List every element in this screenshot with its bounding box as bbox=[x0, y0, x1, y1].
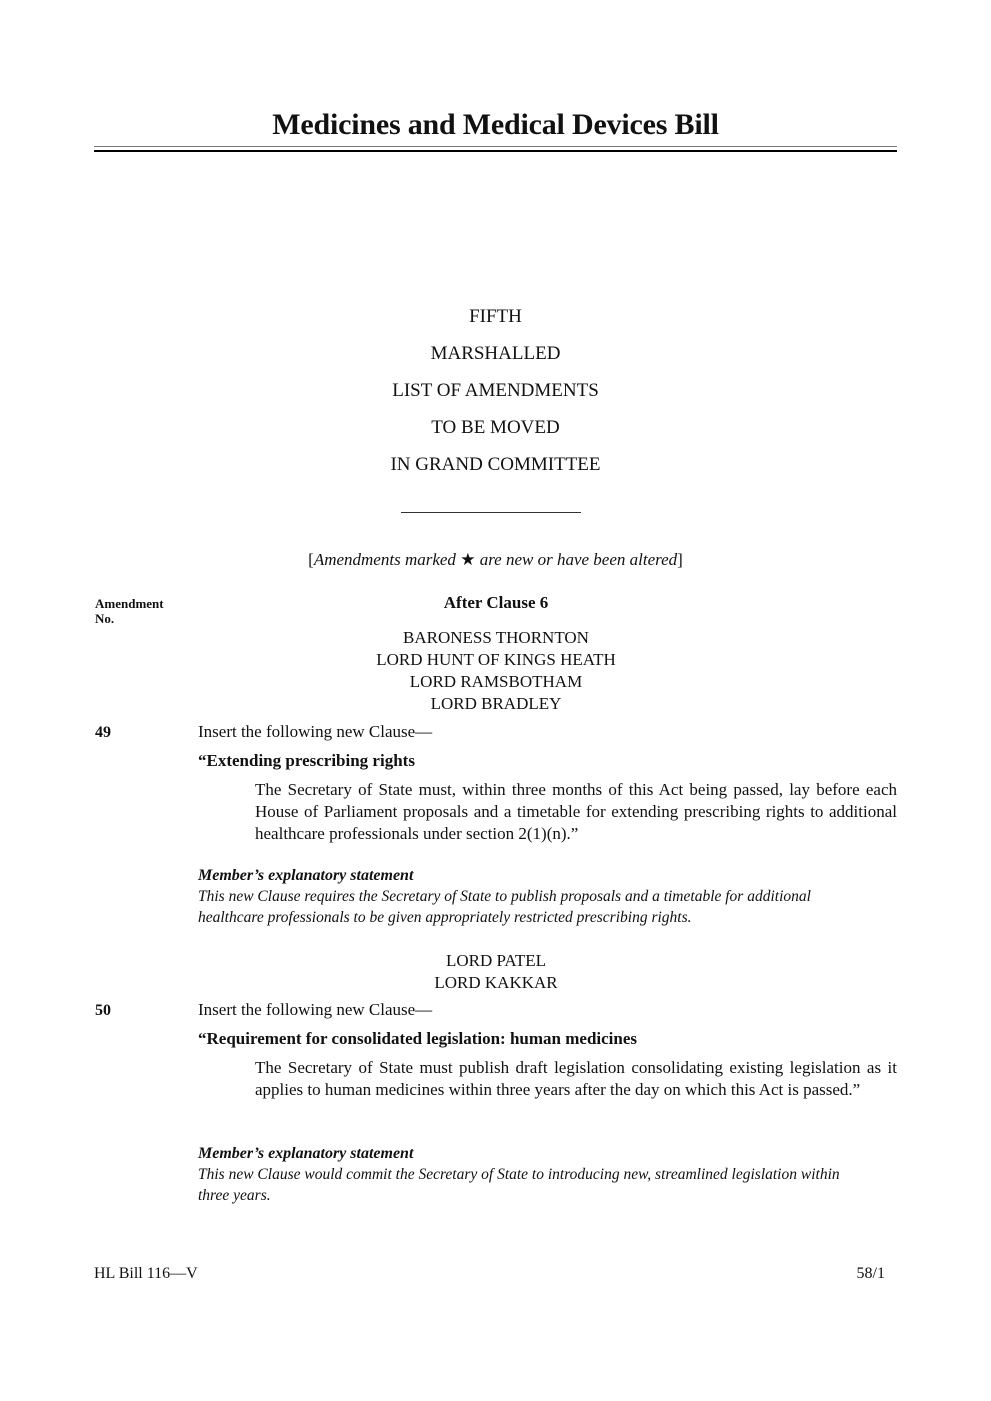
note-close-bracket: ] bbox=[677, 550, 683, 569]
amendment-number: 50 bbox=[95, 1002, 111, 1019]
note-open-bracket: [ bbox=[308, 550, 314, 569]
cover-block bbox=[94, 305, 897, 490]
cover-line-marshalled: MARSHALLED bbox=[430, 343, 561, 364]
title-rule-thin bbox=[94, 146, 897, 147]
clause-body: The Secretary of State must, within three months of this Act being passed, lay before each House of Parliament proposals and a timetable for extending prescribing rights to additional healthcare professionals under section 2(1)(n).” bbox=[255, 780, 897, 843]
clause-body: The Secretary of State must publish draft legislation consolidating existing legislation as it applies to human medicines within three years after the day on which this Act is passed.” bbox=[255, 1058, 897, 1099]
amendment-instruction: Insert the following new Clause— bbox=[198, 1000, 433, 1019]
clause-title: “Extending prescribing rights bbox=[198, 751, 415, 770]
bill-reference: HL Bill 116—V bbox=[94, 1265, 198, 1282]
amendments-note bbox=[94, 549, 897, 571]
note-text-after: are new or have been altered bbox=[475, 550, 678, 569]
note-text-before: Amendments marked bbox=[313, 550, 461, 569]
cover-line-list: LIST OF AMENDMENTS bbox=[392, 380, 599, 401]
amendment-50-sponsors bbox=[198, 950, 794, 994]
amendment-49-sponsors bbox=[198, 627, 794, 715]
sponsor-name: LORD PATEL bbox=[446, 951, 546, 970]
title-rule-thick bbox=[94, 150, 897, 152]
column-label-line2: No. bbox=[95, 611, 115, 626]
sponsor-name: LORD BRADLEY bbox=[430, 694, 562, 713]
section-heading: After Clause 6 bbox=[443, 593, 549, 612]
explanatory-statement-body: This new Clause would commit the Secretary of State to introducing new, streamlined legislation within three years. bbox=[198, 1166, 840, 1204]
amendment-number-column-label bbox=[95, 596, 164, 626]
sponsor-name: LORD RAMSBOTHAM bbox=[409, 672, 583, 691]
column-label-line1: Amendment bbox=[95, 596, 164, 611]
cover-line-committee: IN GRAND COMMITTEE bbox=[390, 454, 601, 475]
explanatory-statement-body: This new Clause requires the Secretary of State to publish proposals and a timetable for additional healthcare professionals to be given appropriately restricted prescribing rights. bbox=[198, 888, 811, 926]
amendment-number: 49 bbox=[95, 724, 111, 741]
star-icon: ★ bbox=[460, 550, 476, 569]
sponsor-name: BARONESS THORNTON bbox=[403, 628, 589, 647]
cover-line-to-be-moved: TO BE MOVED bbox=[431, 417, 560, 438]
amendment-instruction: Insert the following new Clause— bbox=[198, 722, 433, 741]
page-reference: 58/1 bbox=[856, 1265, 885, 1282]
explanatory-statement-title: Member’s explanatory statement bbox=[198, 1145, 414, 1162]
clause-title: “Requirement for consolidated legislation: human medicines bbox=[198, 1029, 638, 1048]
cover-divider bbox=[401, 512, 581, 513]
explanatory-statement-title: Member’s explanatory statement bbox=[198, 867, 414, 884]
sponsor-name: LORD HUNT OF KINGS HEATH bbox=[376, 650, 616, 669]
sponsor-name: LORD KAKKAR bbox=[434, 973, 558, 992]
document-title: Medicines and Medical Devices Bill bbox=[272, 108, 719, 141]
cover-line-ordinal: FIFTH bbox=[469, 306, 522, 327]
